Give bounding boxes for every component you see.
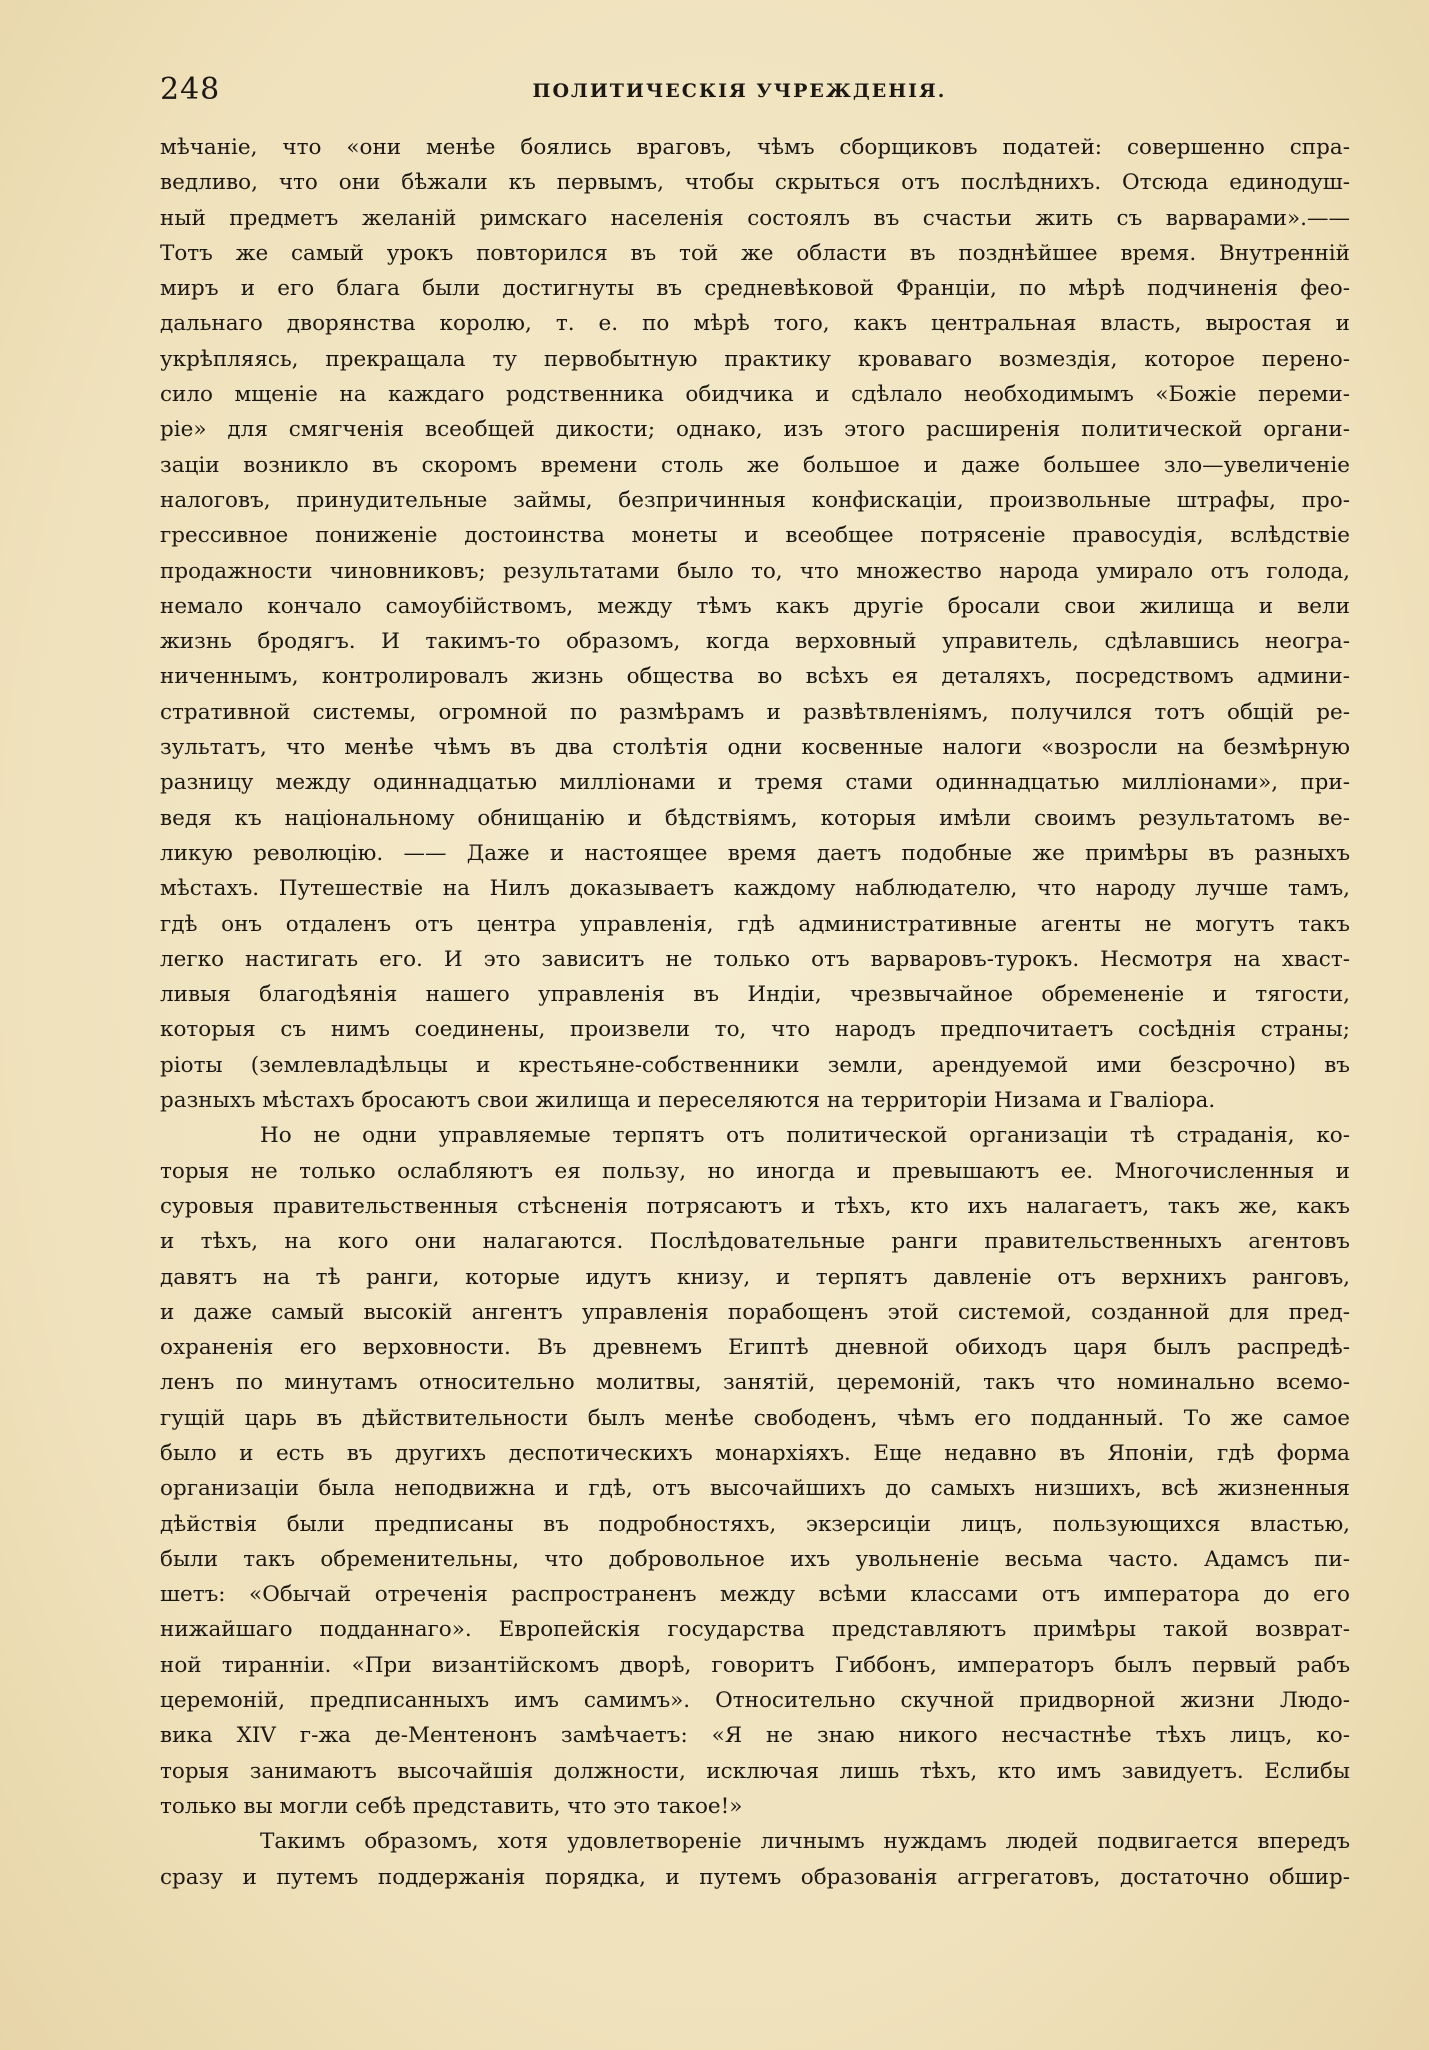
body-text <box>160 130 1350 1895</box>
text-line: организаціи была неподвижна и гдѣ, отъ высочайшихъ до самыхъ низшихъ, всѣ жизненныя <box>160 1476 1350 1502</box>
text-line: разницу между одиннадцатью милліонами и тремя стами одиннадцатью милліонами», при- <box>160 770 1350 796</box>
text-line: было и есть въ другихъ деспотическихъ монархіяхъ. Еще недавно въ Японіи, гдѣ форма <box>160 1440 1350 1466</box>
text-line: ливыя благодѣянія нашего управленія въ Индіи, чрезвычайное обремененіе и тягости, <box>160 982 1350 1008</box>
text-line: налоговъ, принудительные займы, безпричинныя конфискаціи, произвольные штрафы, про- <box>160 487 1350 513</box>
text-line: шетъ: «Обычай отреченія распространенъ между всѣми классами отъ императора до его <box>160 1582 1350 1608</box>
text-line: легко настигать его. И это зависитъ не только отъ варваровъ-турокъ. Несмотря на хваст- <box>160 946 1350 972</box>
text-line: Такимъ образомъ, хотя удовлетвореніе личнымъ нуждамъ людей подвигается впередъ <box>260 1829 1350 1855</box>
text-line: ріе» для смягченія всеобщей дикости; однако, изъ этого расширенія политической органи- <box>160 417 1350 443</box>
text-line: и даже самый высокій ангентъ управленія порабощенъ этой системой, созданной для пред- <box>160 1299 1350 1325</box>
text-line: ниченнымъ, контролировалъ жизнь общества во всѣхъ ея деталяхъ, посредствомъ админи- <box>160 664 1350 690</box>
text-line: заціи возникло въ скоромъ времени столь же большое и даже большее зло—увеличеніе <box>160 452 1350 478</box>
page-number: 248 <box>160 72 221 107</box>
running-title: ПОЛИТИЧЕСКІЯ УЧРЕЖДЕНІЯ. <box>532 80 947 102</box>
text-line: сразу и путемъ поддержанія порядка, и путемъ образованія аггрегатовъ, достаточно обшир- <box>160 1864 1350 1890</box>
text-line: только вы могли себѣ представить, что это такое!» <box>160 1793 743 1819</box>
text-line: ликую революцію. —— Даже и настоящее время даетъ подобные же примѣры въ разныхъ <box>160 840 1350 866</box>
text-line: гущій царь въ дѣйствительности былъ менѣе свободенъ, чѣмъ его подданный. То же самое <box>160 1405 1350 1431</box>
text-line: грессивное пониженіе достоинства монеты и всеобщее потрясеніе правосудія, вслѣдствіе <box>160 523 1350 549</box>
text-line: дальнаго дворянства королю, т. е. по мѣрѣ того, какъ центральная власть, выростая и <box>160 311 1350 337</box>
text-line: ведливо, что они бѣжали къ первымъ, чтобы скрыться отъ послѣднихъ. Отсюда единодуш- <box>160 170 1350 196</box>
text-line: сило мщеніе на каждаго родственника обидчика и сдѣлало необходимымъ «Божіе переми- <box>160 382 1350 408</box>
text-line: и тѣхъ, на кого они налагаются. Послѣдовательные ранги правительственныхъ агентовъ <box>160 1229 1350 1255</box>
text-line: церемоній, предписанныхъ имъ самимъ». Относительно скучной придворной жизни Людо- <box>160 1688 1350 1714</box>
text-line: давятъ на тѣ ранги, которые идутъ книзу, и терпятъ давленіе отъ верхнихъ ранговъ, <box>160 1264 1350 1290</box>
text-line: продажности чиновниковъ; результатами было то, что множество народа умирало отъ голода, <box>160 558 1350 584</box>
text-line: вика XIV г-жа де-Ментенонъ замѣчаетъ: «Я не знаю никого несчастнѣе тѣхъ лицъ, ко- <box>160 1723 1350 1749</box>
text-line: охраненія его верховности. Въ древнемъ Египтѣ дневной обиходъ царя былъ распредѣ- <box>160 1335 1350 1361</box>
text-line: торыя занимаютъ высочайшія должности, исключая лишь тѣхъ, кто имъ завидуетъ. Еслибы <box>160 1758 1350 1784</box>
text-line: ведя къ національному обнищанію и бѣдствіямъ, которыя имѣли своимъ результатомъ ве- <box>160 805 1350 831</box>
text-line: Тотъ же самый урокъ повторился въ той же области въ позднѣйшее время. Внутренній <box>160 240 1350 266</box>
text-line: зультатъ, что менѣе чѣмъ въ два столѣтія одни косвенные налоги «возросли на безмѣрную <box>160 735 1350 761</box>
text-line: укрѣпляясь, прекращала ту первобытную практику кроваваго возмездія, которое перено- <box>160 346 1350 372</box>
text-line: были такъ обременительны, что добровольное ихъ увольненіе весьма часто. Адамсъ пи- <box>160 1546 1350 1572</box>
text-line: миръ и его блага были достигнуты въ средневѣковой Франціи, по мѣрѣ подчиненія фео- <box>160 276 1350 302</box>
text-line: мѣчаніе, что «они менѣе боялись враговъ, чѣмъ сборщиковъ податей: совершенно спра- <box>160 135 1350 160</box>
text-line: Но не одни управляемые терпятъ отъ политической организаціи тѣ страданія, ко- <box>260 1123 1350 1149</box>
text-line: разныхъ мѣстахъ бросаютъ свои жилища и переселяются на территоріи Низама и Гваліора. <box>160 1088 1216 1114</box>
text-line: дѣйствія были предписаны въ подробностяхъ, экзерсиціи лицъ, пользующихся властью, <box>160 1511 1350 1537</box>
text-line: суровыя правительственныя стѣсненія потрясаютъ и тѣхъ, кто ихъ налагаетъ, такъ же, какъ <box>160 1193 1350 1219</box>
text-line: которыя съ нимъ соединены, произвели то, что народъ предпочитаетъ сосѣднія страны; <box>160 1017 1350 1043</box>
text-line: ной тиранніи. «При византійскомъ дворѣ, говоритъ Гиббонъ, императоръ былъ первый рабъ <box>160 1652 1350 1678</box>
text-line: гдѣ онъ отдаленъ отъ центра управленія, гдѣ административные агенты не могутъ такъ <box>160 911 1350 937</box>
page-header <box>160 72 1319 112</box>
text-line: стративной системы, огромной по размѣрамъ и развѣтвленіямъ, получился тотъ общій ре- <box>160 699 1350 725</box>
text-line: ріоты (землевладѣльцы и крестьяне-собственники земли, арендуемой ими безсрочно) въ <box>160 1052 1350 1078</box>
text-line: нижайшаго подданнаго». Европейскія государства представляютъ примѣры такой возврат- <box>160 1617 1350 1643</box>
text-line: немало кончало самоубійствомъ, между тѣмъ какъ другіе бросали свои жилища и вели <box>160 593 1350 619</box>
text-line: ный предметъ желаній римскаго населенія состоялъ въ счастьи жить съ варварами».—— <box>160 205 1350 231</box>
text-line: ленъ по минутамъ относительно молитвы, занятій, церемоній, такъ что номинально всемо- <box>160 1370 1350 1396</box>
text-line: мѣстахъ. Путешествіе на Нилъ доказываетъ каждому наблюдателю, что народу лучше тамъ, <box>160 876 1350 902</box>
text-line: торыя не только ослабляютъ ея пользу, но иногда и превышаютъ ее. Многочисленныя и <box>160 1158 1350 1184</box>
text-line: жизнь бродягъ. И такимъ-то образомъ, когда верховный управитель, сдѣлавшись неогра- <box>160 629 1350 655</box>
